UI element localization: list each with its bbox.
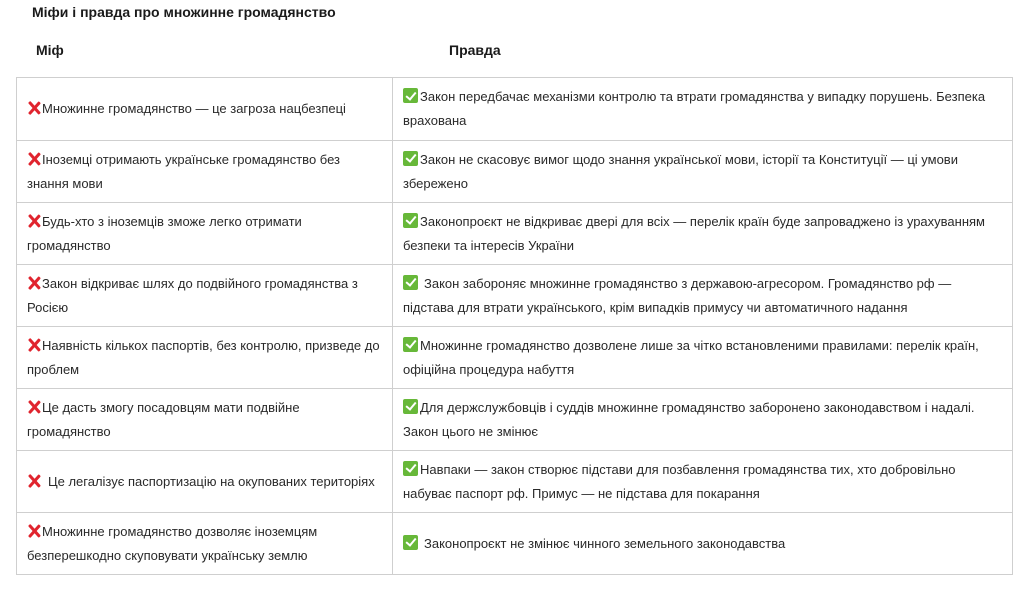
myth-text: Множинне громадянство — це загроза нацбезпеці — [42, 101, 346, 116]
table-row — [17, 451, 1013, 513]
myth-cell — [17, 513, 393, 575]
truth-text: Множинне громадянство дозволене лише за чітко встановленими правилами: перелік країн, офіційна процедура набуття — [403, 337, 979, 377]
myths-truths-table — [16, 77, 1013, 575]
table-row — [17, 203, 1013, 265]
myth-text: Наявність кількох паспортів, без контролю, призведе до проблем — [27, 337, 380, 377]
myth-cell — [17, 327, 393, 389]
green-check-icon — [403, 151, 418, 166]
red-cross-icon — [28, 152, 40, 166]
myth-column-header: Міф — [36, 42, 64, 58]
truth-text: Законопроєкт не змінює чинного земельного законодавства — [424, 535, 786, 551]
myth-cell — [17, 389, 393, 451]
myth-cell — [17, 203, 393, 265]
truth-cell — [393, 327, 1013, 389]
table-row — [17, 78, 1013, 141]
red-cross-icon — [28, 400, 40, 414]
green-check-icon — [403, 461, 418, 476]
myth-text: Множинне громадянство дозволяє іноземцям безперешкодно скуповувати українську землю — [27, 523, 318, 563]
table-row — [17, 265, 1013, 327]
truth-cell — [393, 203, 1013, 265]
myth-cell — [17, 141, 393, 203]
table-row — [17, 513, 1013, 575]
truth-cell — [393, 451, 1013, 513]
red-cross-icon — [28, 276, 40, 290]
green-check-icon — [403, 213, 418, 228]
truth-text: Законопроєкт не відкриває двері для всіх — перелік країн буде запроваджено із урахуванням безпеки та інтересів України — [403, 213, 985, 253]
myth-text: Закон відкриває шлях до подвійного громадянства з Росією — [27, 275, 358, 315]
truth-column-header: Правда — [449, 42, 501, 58]
table-row — [17, 389, 1013, 451]
page-title: Міфи і правда про множинне громадянство — [32, 4, 336, 20]
truth-cell — [393, 141, 1013, 203]
myth-text: Будь-хто з іноземців зможе легко отримати громадянство — [27, 213, 302, 253]
myth-cell — [17, 451, 393, 513]
myth-cell — [17, 78, 393, 141]
myth-cell — [17, 265, 393, 327]
red-cross-icon — [28, 214, 40, 228]
green-check-icon — [403, 399, 418, 414]
table-row — [17, 141, 1013, 203]
truth-text: Закон передбачає механізми контролю та втрати громадянства у випадку порушень. Безпека врахована — [403, 89, 986, 128]
truth-cell — [393, 265, 1013, 327]
truth-cell — [393, 78, 1013, 141]
truth-cell — [393, 513, 1013, 575]
truth-text: Закон забороняє множинне громадянство з державою-агресором. Громадянство рф — підстава для втрати українського, крім випадків примусу чи автоматичного надання — [403, 275, 952, 315]
truth-text: Навпаки — закон створює підстави для позбавлення громадянства тих, хто добровільно набуває паспорт рф. Примус — не підстава для покарання — [403, 461, 956, 501]
red-cross-icon — [28, 524, 40, 538]
truth-cell — [393, 389, 1013, 451]
truth-text: Закон не скасовує вимог щодо знання української мови, історії та Конституції — ці умови збережено — [403, 151, 958, 191]
myth-text: Іноземці отримають українське громадянство без знання мови — [27, 151, 340, 191]
green-check-icon — [403, 535, 418, 550]
myth-text: Це легалізує паспортизацію на окупованих територіях — [48, 473, 375, 489]
green-check-icon — [403, 337, 418, 352]
table-row — [17, 327, 1013, 389]
truth-text: Для держслужбовців і суддів множинне громадянство заборонено законодавством і надалі. Закон цього не змінює — [403, 399, 975, 439]
myth-text: Це дасть змогу посадовцям мати подвійне громадянство — [27, 399, 300, 439]
green-check-icon — [403, 88, 418, 103]
green-check-icon — [403, 275, 418, 290]
red-cross-icon — [28, 101, 40, 115]
red-cross-icon — [28, 338, 40, 352]
red-cross-icon — [28, 474, 40, 488]
